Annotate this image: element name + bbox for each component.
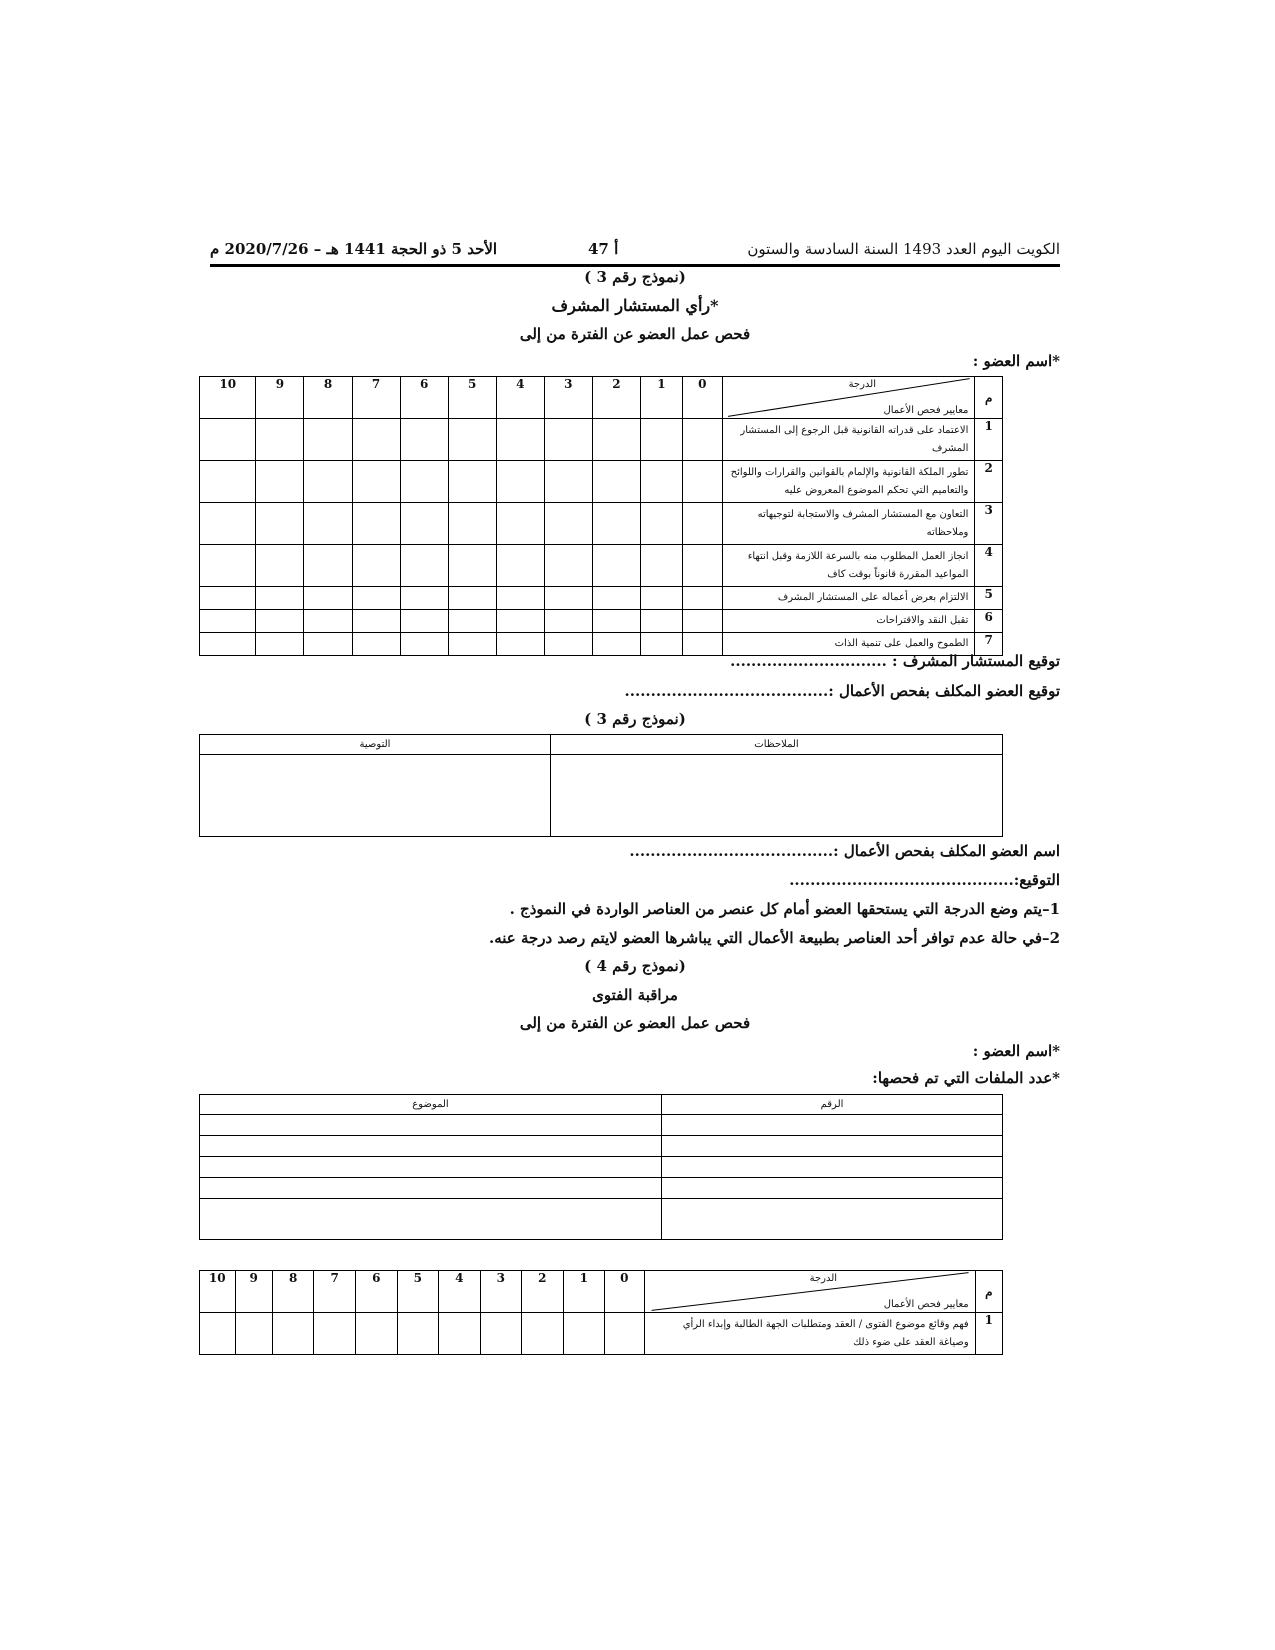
score-cell[interactable] [256, 503, 304, 545]
score-cell[interactable] [272, 1313, 314, 1355]
header-issue: الكويت اليوم العدد 1493 السنة السادسة والستون [747, 240, 1060, 258]
score-cell[interactable] [682, 633, 722, 656]
score-cell[interactable] [592, 587, 640, 610]
instruction-1: 1–يتم وضع الدرجة التي يستحقها العضو أمام كل عنصر من العناصر الواردة في النموذج . [509, 900, 1060, 918]
score-cell[interactable] [200, 545, 256, 587]
score-cell[interactable] [496, 545, 544, 587]
score-cell[interactable] [235, 1313, 272, 1355]
files-row-number[interactable] [662, 1178, 1003, 1199]
row-number: 7 [975, 633, 1003, 656]
score-cell[interactable] [352, 503, 400, 545]
score-cell[interactable] [352, 419, 400, 461]
score-header-1: 1 [563, 1271, 605, 1313]
criteria-text: الاعتماد على قدراته القانونية قبل الرجوع إلى المستشار المشرف [722, 419, 975, 461]
score-cell[interactable] [640, 610, 682, 633]
criteria-text: فهم وقائع موضوع الفتوى / العقد ومتطلبات الجهة الطالبة وإبداء الرأي وصياغة العقد على ضوء ذلك [644, 1313, 975, 1355]
criteria-label: معايير فحص الأعمال [883, 405, 969, 416]
score-cell[interactable] [200, 633, 256, 656]
score-cell[interactable] [496, 461, 544, 503]
files-row-number[interactable] [662, 1157, 1003, 1178]
header-date: الأحد 5 ذو الحجة 1441 هـ – 2020/7/26 م [210, 240, 498, 258]
score-header-0: 0 [682, 377, 722, 419]
score-cell[interactable] [304, 610, 352, 633]
score-cell[interactable] [352, 633, 400, 656]
score-cell[interactable] [448, 545, 496, 587]
score-cell[interactable] [544, 503, 592, 545]
score-cell[interactable] [304, 419, 352, 461]
score-cell[interactable] [400, 545, 448, 587]
score-header-4: 4 [439, 1271, 481, 1313]
score-header-9: 9 [256, 377, 304, 419]
score-cell[interactable] [200, 419, 256, 461]
score-cell[interactable] [496, 419, 544, 461]
score-cell[interactable] [592, 610, 640, 633]
score-cell[interactable] [522, 1313, 564, 1355]
files-row-number[interactable] [662, 1136, 1003, 1157]
header-page-number: أ 47 [588, 240, 619, 258]
instruction-2: 2–في حالة عدم توافر أحد العناصر بطبيعة الأعمال التي يباشرها العضو لايتم رصد درجة عنه. [488, 929, 1060, 947]
form3-model-second: (نموذج رقم 3 ) [584, 710, 686, 728]
score-cell[interactable] [682, 503, 722, 545]
score-cell[interactable] [640, 545, 682, 587]
score-cell[interactable] [544, 587, 592, 610]
score-cell[interactable] [592, 633, 640, 656]
files-row-number[interactable] [662, 1199, 1003, 1240]
score-cell[interactable] [640, 419, 682, 461]
score-cell[interactable] [304, 545, 352, 587]
score-cell[interactable] [448, 461, 496, 503]
score-cell[interactable] [400, 633, 448, 656]
files-row-subject[interactable] [200, 1115, 662, 1136]
page-header [210, 238, 1060, 264]
criteria-row [200, 587, 1003, 610]
score-cell[interactable] [448, 587, 496, 610]
score-cell[interactable] [397, 1313, 439, 1355]
files-row-number[interactable] [662, 1115, 1003, 1136]
score-header-3: 3 [544, 377, 592, 419]
criteria-row [200, 503, 1003, 545]
score-cell[interactable] [400, 610, 448, 633]
score-cell[interactable] [200, 461, 256, 503]
criteria-text: تطور الملكة القانونية والإلمام بالقوانين والقرارات واللوائح والتعاميم التي تحكم الموضوع المعروض عليه [722, 461, 975, 503]
score-header-7: 7 [352, 377, 400, 419]
score-header-10: 10 [200, 1271, 236, 1313]
score-cell[interactable] [304, 503, 352, 545]
score-cell[interactable] [563, 1313, 605, 1355]
score-cell[interactable] [200, 503, 256, 545]
files-table [199, 1094, 1003, 1240]
signature-line: التوقيع:........................................... [789, 871, 1060, 889]
score-cell[interactable] [304, 633, 352, 656]
files-row-subject[interactable] [200, 1199, 662, 1240]
criteria-text: الالتزام بعرض أعماله على المستشار المشرف [722, 587, 975, 610]
score-cell[interactable] [200, 610, 256, 633]
score-cell[interactable] [448, 610, 496, 633]
files-row-subject[interactable] [200, 1157, 662, 1178]
score-cell[interactable] [496, 503, 544, 545]
score-cell[interactable] [592, 503, 640, 545]
row-number-header: م [975, 377, 1003, 419]
score-cell[interactable] [682, 419, 722, 461]
score-cell[interactable] [682, 587, 722, 610]
score-cell[interactable] [256, 587, 304, 610]
score-header-10: 10 [200, 377, 256, 419]
form3-period: فحص عمل العضو عن الفترة من إلى [519, 325, 751, 343]
form4-files-count: *عدد الملفات التي تم فحصها: [872, 1069, 1060, 1087]
criteria-text: التعاون مع المستشار المشرف والاستجابة لتوجيهاته وملاحظاته [722, 503, 975, 545]
score-header-8: 8 [272, 1271, 314, 1313]
form4-member-name: *اسم العضو : [972, 1042, 1060, 1060]
score-header-5: 5 [397, 1271, 439, 1313]
form4-model: (نموذج رقم 4 ) [584, 957, 686, 975]
form3-grade-table [199, 376, 1003, 656]
score-cell[interactable] [480, 1313, 522, 1355]
form3-model: (نموذج رقم 3 ) [584, 268, 686, 286]
score-cell[interactable] [256, 610, 304, 633]
score-cell[interactable] [200, 587, 256, 610]
score-cell[interactable] [256, 461, 304, 503]
form4-grade-table [199, 1270, 1003, 1355]
score-cell[interactable] [400, 503, 448, 545]
number-header: الرقم [662, 1095, 1003, 1115]
criteria-row [200, 461, 1003, 503]
member-signature: توقيع العضو المكلف بفحص الأعمال :....................................... [624, 682, 1060, 700]
criteria-grade-header [644, 1271, 975, 1313]
files-row-subject[interactable] [200, 1178, 662, 1199]
score-cell[interactable] [544, 461, 592, 503]
score-cell[interactable] [682, 461, 722, 503]
criteria-row [200, 610, 1003, 633]
notes-table [199, 734, 1003, 837]
score-cell[interactable] [544, 545, 592, 587]
criteria-text: تقبل النقد والاقتراحات [722, 610, 975, 633]
criteria-row [200, 1313, 1003, 1355]
score-header-4: 4 [496, 377, 544, 419]
assigned-member-name: اسم العضو المكلف بفحص الأعمال :....................................... [629, 842, 1060, 860]
score-header-5: 5 [448, 377, 496, 419]
score-cell[interactable] [256, 633, 304, 656]
score-header-9: 9 [235, 1271, 272, 1313]
score-cell[interactable] [496, 633, 544, 656]
score-cell[interactable] [256, 419, 304, 461]
score-header-3: 3 [480, 1271, 522, 1313]
score-cell[interactable] [592, 545, 640, 587]
form3-title: *رأي المستشار المشرف [551, 296, 719, 315]
notes-cell[interactable] [551, 755, 1003, 837]
criteria-grade-header [722, 377, 975, 419]
score-header-6: 6 [355, 1271, 397, 1313]
criteria-row [200, 419, 1003, 461]
score-cell[interactable] [256, 545, 304, 587]
notes-header: الملاحظات [551, 735, 1003, 755]
criteria-row [200, 545, 1003, 587]
recommendation-header: التوصية [200, 735, 551, 755]
criteria-text: انجاز العمل المطلوب منه بالسرعة اللازمة وقبل انتهاء المواعيد المقررة قانوناً بوقت كاف [722, 545, 975, 587]
criteria-text: الطموح والعمل على تنمية الذات [722, 633, 975, 656]
score-cell[interactable] [439, 1313, 481, 1355]
score-cell[interactable] [592, 461, 640, 503]
grade-label: الدرجة [809, 1273, 838, 1284]
score-cell[interactable] [400, 419, 448, 461]
row-number: 1 [975, 419, 1003, 461]
score-cell[interactable] [448, 633, 496, 656]
row-number: 4 [975, 545, 1003, 587]
score-cell[interactable] [352, 461, 400, 503]
score-cell[interactable] [200, 1313, 236, 1355]
score-header-6: 6 [400, 377, 448, 419]
score-cell[interactable] [352, 545, 400, 587]
form4-period: فحص عمل العضو عن الفترة من إلى [519, 1014, 751, 1032]
score-header-8: 8 [304, 377, 352, 419]
score-cell[interactable] [352, 610, 400, 633]
row-number: 5 [975, 587, 1003, 610]
score-cell[interactable] [605, 1313, 644, 1355]
score-cell[interactable] [592, 419, 640, 461]
form4-title: مراقبة الفتوى [592, 986, 678, 1004]
supervisor-signature: توقيع المستشار المشرف : .............................. [730, 652, 1060, 670]
score-cell[interactable] [640, 633, 682, 656]
score-cell[interactable] [682, 545, 722, 587]
score-cell[interactable] [496, 587, 544, 610]
score-header-7: 7 [314, 1271, 356, 1313]
score-cell[interactable] [314, 1313, 356, 1355]
score-cell[interactable] [496, 610, 544, 633]
score-cell[interactable] [448, 419, 496, 461]
row-number-header: م [975, 1271, 1002, 1313]
row-number: 6 [975, 610, 1003, 633]
criteria-label: معايير فحص الأعمال [883, 1299, 969, 1310]
form3-member-name: *اسم العضو : [972, 352, 1060, 370]
score-cell[interactable] [544, 610, 592, 633]
score-cell[interactable] [355, 1313, 397, 1355]
row-number: 1 [975, 1313, 1002, 1355]
row-number: 2 [975, 461, 1003, 503]
score-cell[interactable] [682, 610, 722, 633]
score-header-1: 1 [640, 377, 682, 419]
score-cell[interactable] [304, 461, 352, 503]
score-cell[interactable] [400, 461, 448, 503]
score-cell[interactable] [544, 633, 592, 656]
score-cell[interactable] [352, 587, 400, 610]
score-header-2: 2 [522, 1271, 564, 1313]
score-cell[interactable] [400, 587, 448, 610]
files-row-subject[interactable] [200, 1136, 662, 1157]
score-header-0: 0 [605, 1271, 644, 1313]
header-rule [210, 264, 1060, 267]
subject-header: الموضوع [200, 1095, 662, 1115]
score-cell[interactable] [544, 419, 592, 461]
recommendation-cell[interactable] [200, 755, 551, 837]
score-cell[interactable] [304, 587, 352, 610]
grade-label: الدرجة [848, 379, 877, 390]
score-header-2: 2 [592, 377, 640, 419]
score-cell[interactable] [640, 461, 682, 503]
score-cell[interactable] [640, 503, 682, 545]
score-cell[interactable] [640, 587, 682, 610]
row-number: 3 [975, 503, 1003, 545]
score-cell[interactable] [448, 503, 496, 545]
